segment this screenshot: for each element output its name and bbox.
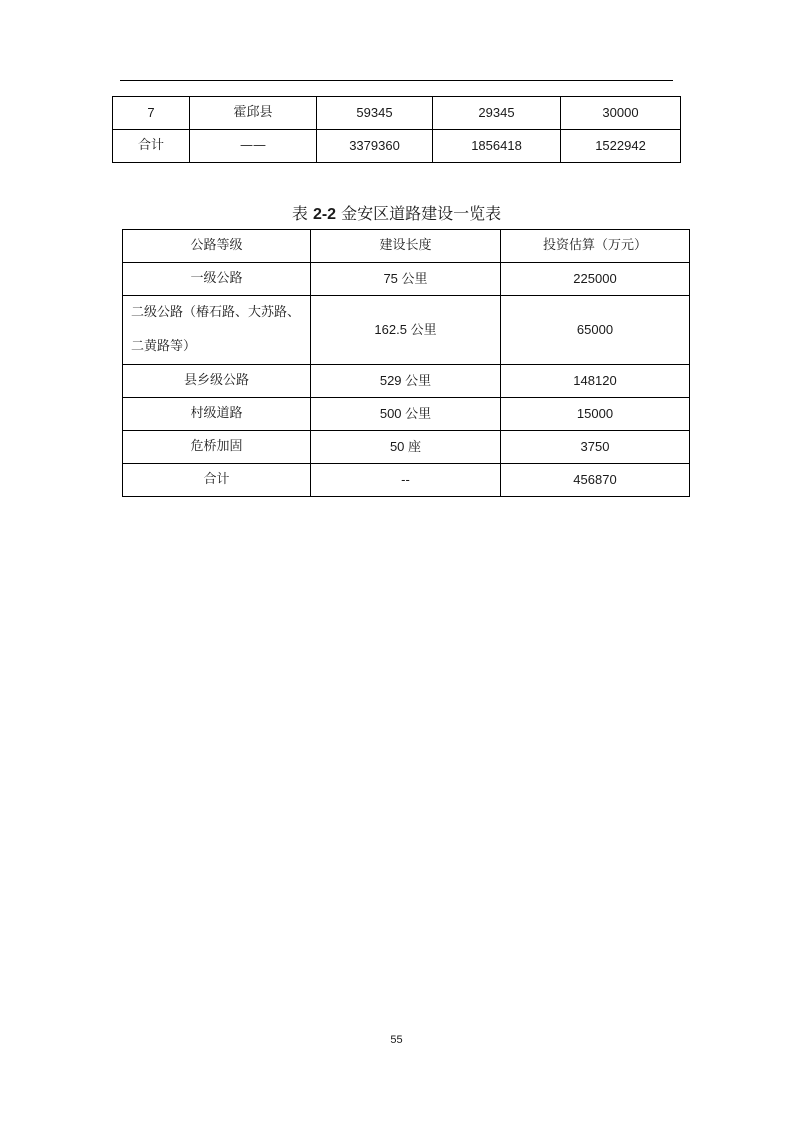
table-cell: 7 [113,97,190,130]
table-row [123,431,690,464]
table-row [123,296,690,365]
caption-text: 金安区道路建设一览表 [336,204,502,223]
table-cell: 59345 [317,97,433,130]
table-cell: 县乡级公路 [123,365,311,398]
table-cell: 75 公里 [311,263,501,296]
table-cell: 15000 [501,398,690,431]
road-construction-table [122,229,690,497]
table-cell: 1522942 [561,130,681,163]
table-cell: —— [190,130,317,163]
column-header: 公路等级 [123,230,311,263]
table-row-total [123,464,690,497]
table-cell: 3750 [501,431,690,464]
table-cell: 合计 [113,130,190,163]
table-cell: 合计 [123,464,311,497]
table-cell: 二级公路（椿石路、大苏路、二黄路等） [123,296,311,365]
table-header-row [123,230,690,263]
table-cell: 162.5 公里 [311,296,501,365]
table-cell: 225000 [501,263,690,296]
caption-prefix: 表 [291,204,313,223]
table-cell: 529 公里 [311,365,501,398]
table-cell: 1856418 [433,130,561,163]
caption-number: 2-2 [312,206,337,223]
table-row [123,398,690,431]
table-cell: 29345 [433,97,561,130]
table-row-total [113,130,681,163]
table-cell: 3379360 [317,130,433,163]
page-number: 55 [390,1034,403,1046]
table-cell: 霍邱县 [190,97,317,130]
table-cell: -- [311,464,501,497]
table-cell: 30000 [561,97,681,130]
table-cell: 一级公路 [123,263,311,296]
table-cell: 148120 [501,365,690,398]
column-header: 投资估算（万元） [501,230,690,263]
table-cell: 65000 [501,296,690,365]
table-row [123,365,690,398]
table-cell: 500 公里 [311,398,501,431]
table-row [123,263,690,296]
header-rule [120,80,673,81]
column-header: 建设长度 [311,230,501,263]
table-cell: 50 座 [311,431,501,464]
table-cell: 456870 [501,464,690,497]
table-caption [0,201,793,224]
county-investment-table-continued [112,96,681,163]
table-row [113,97,681,130]
table-cell: 村级道路 [123,398,311,431]
table-cell: 危桥加固 [123,431,311,464]
